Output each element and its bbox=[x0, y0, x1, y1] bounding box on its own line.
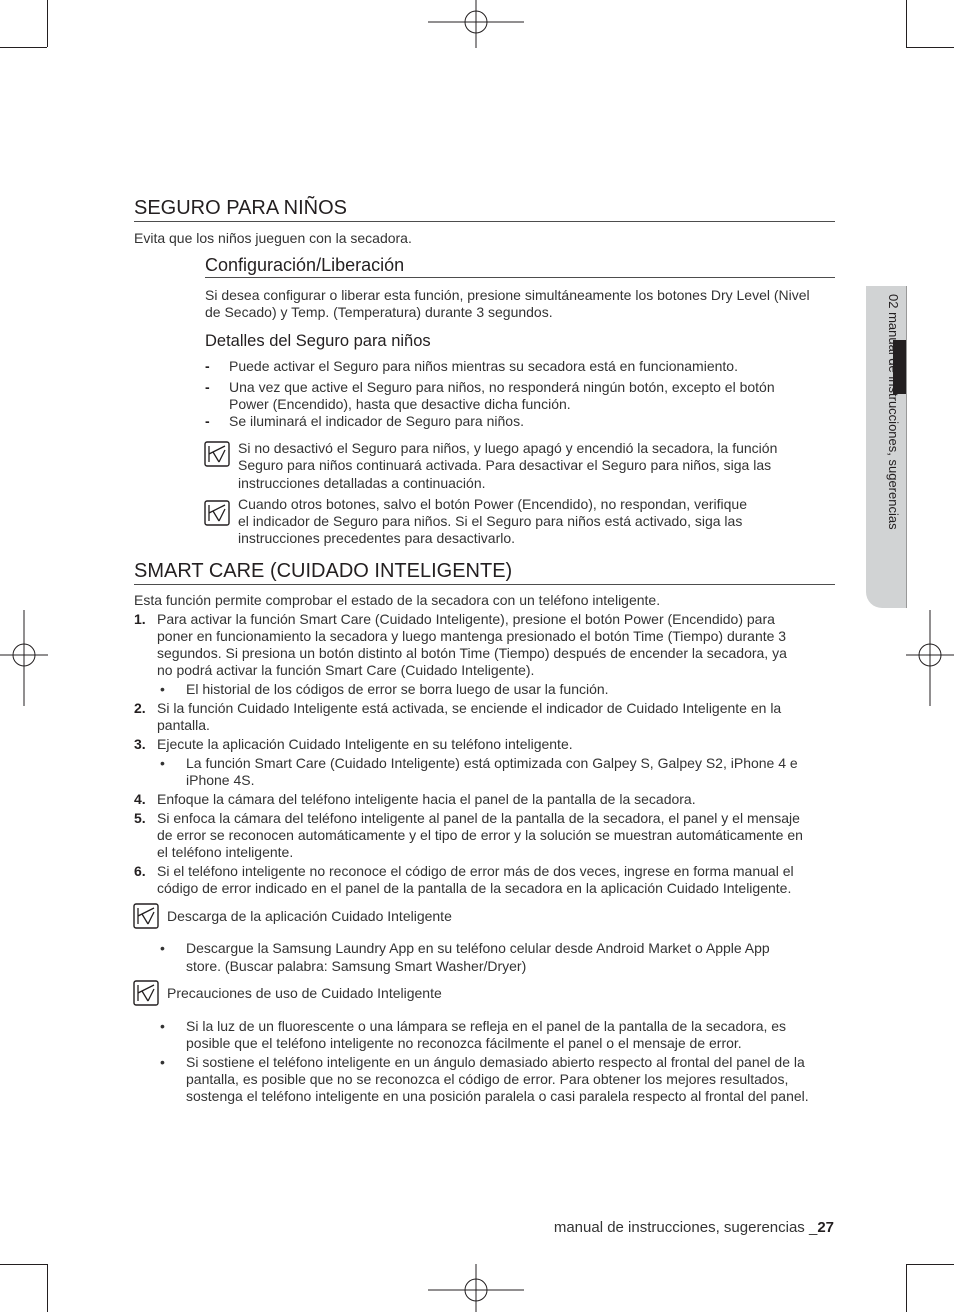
list-item-line: sostenga el teléfono inteligente en una posición paralela o casi paralela respecto al frontal del panel. bbox=[186, 1088, 809, 1104]
dash-bullet: - bbox=[205, 379, 210, 395]
registration-mark-bottom bbox=[428, 1264, 524, 1312]
list-item-line: posible que el teléfono inteligente no reconozca fácilmente el panel o el mensaje de error. bbox=[186, 1035, 742, 1051]
section-intro: Esta función permite comprobar el estado de la secadora con un teléfono inteligente. bbox=[134, 592, 661, 608]
note-pencil-icon bbox=[204, 441, 230, 467]
page-footer bbox=[554, 1218, 834, 1238]
subsection-title-details: Detalles del Seguro para niños bbox=[205, 332, 431, 350]
dot-bullet: • bbox=[160, 681, 165, 697]
page-number: 27 bbox=[817, 1219, 834, 1236]
note-pencil-icon bbox=[133, 980, 159, 1006]
step-number: 5. bbox=[134, 810, 146, 826]
step-text-line: pantalla. bbox=[157, 717, 210, 733]
note-heading-precautions: Precauciones de uso de Cuidado Inteligente bbox=[167, 985, 442, 1001]
crop-mark bbox=[906, 1264, 954, 1265]
section-intro: Evita que los niños jueguen con la secadora. bbox=[134, 230, 412, 246]
dash-bullet: - bbox=[205, 413, 210, 429]
note-text-line: Si no desactivó el Seguro para niños, y luego apagó y encendió la secadora, la función bbox=[238, 440, 778, 456]
crop-mark bbox=[906, 47, 954, 48]
list-item-line: pantalla, es posible que no se reconozca el código de error. Para obtener los mejores resultados, bbox=[186, 1071, 789, 1087]
note-text-line: instrucciones precedentes para desactivarlo. bbox=[238, 530, 516, 546]
list-item-line: store. (Buscar palabra: Samsung Smart Washer/Dryer) bbox=[186, 958, 527, 974]
step-text-line: código de error indicado en el panel de la pantalla de la secadora en la aplicación Cuidado Inteligente. bbox=[157, 880, 792, 896]
note-text-line: el indicador de Seguro para niños. Si el Seguro para niños está activado, siga las bbox=[238, 513, 743, 529]
subsection-title-config: Configuración/Liberación bbox=[205, 254, 835, 278]
step-text-line: no podrá activar la función Smart Care (Cuidado Inteligente). bbox=[157, 662, 535, 678]
step-text-line: Si la función Cuidado Inteligente está activada, se enciende el indicador de Cuidado Inteligente en la bbox=[157, 700, 782, 716]
list-item-line: Si sostiene el teléfono inteligente en un ángulo demasiado abierto respecto al frontal del panel de la bbox=[186, 1054, 805, 1070]
note-text-line: Cuando otros botones, salvo el botón Power (Encendido), no respondan, verifique bbox=[238, 496, 747, 512]
note-pencil-icon bbox=[204, 500, 230, 526]
step-text-line: Para activar la función Smart Care (Cuidado Inteligente), presione el botón Power (Encendido) para bbox=[157, 611, 775, 627]
list-item: Una vez que active el Seguro para niños, no responderá ningún botón, excepto el botón bbox=[229, 379, 775, 395]
list-item: Power (Encendido), hasta que desactive dicha función. bbox=[229, 396, 571, 412]
list-item-line: Descargue la Samsung Laundry App en su teléfono celular desde Android Market o Apple App bbox=[186, 940, 770, 956]
step-text-line: de error se reconocen automáticamente y el tipo de error y la solución se muestran automáticamente en bbox=[157, 827, 803, 843]
step-text-line: Si el teléfono inteligente no reconoce el código de error más de dos veces, ingrese en forma manual el bbox=[157, 863, 794, 879]
dash-bullet: - bbox=[205, 358, 210, 374]
sub-item-line: El historial de los códigos de error se borra luego de usar la función. bbox=[186, 681, 609, 697]
list-item: Se iluminará el indicador de Seguro para niños. bbox=[229, 413, 524, 429]
registration-mark-left bbox=[0, 610, 48, 706]
dot-bullet: • bbox=[160, 755, 165, 771]
note-heading-download: Descarga de la aplicación Cuidado Inteligente bbox=[167, 908, 452, 924]
list-item-line: Si la luz de un fluorescente o una lámpara se refleja en el panel de la pantalla de la secadora, es bbox=[186, 1018, 787, 1034]
sub-item-line: iPhone 4S. bbox=[186, 772, 255, 788]
step-number: 6. bbox=[134, 863, 146, 879]
step-text-line: segundos. Si presiona un botón distinto al botón Time (Tiempo) después de encender la secadora, ya bbox=[157, 645, 787, 661]
step-number: 4. bbox=[134, 791, 146, 807]
note-text-line: Seguro para niños continuará activada. Para desactivar el Seguro para niños, siga las bbox=[238, 457, 772, 473]
step-number: 2. bbox=[134, 700, 146, 716]
step-text-line: Ejecute la aplicación Cuidado Inteligente en su teléfono inteligente. bbox=[157, 736, 573, 752]
note-pencil-icon bbox=[133, 903, 159, 929]
crop-mark bbox=[47, 1264, 48, 1312]
config-text-line: de Secado) y Temp. (Temperatura) durante 3 segundos. bbox=[205, 304, 553, 320]
crop-mark bbox=[906, 0, 907, 47]
side-tab-label: 02 manual de instrucciones, sugerencias bbox=[886, 294, 901, 530]
crop-mark bbox=[906, 1264, 907, 1312]
step-text-line: poner en funcionamiento la secadora y luego mantenga presionado el botón Time (Tiempo) durante 3 bbox=[157, 628, 787, 644]
registration-mark-right bbox=[906, 610, 954, 706]
section-title-child-lock: SEGURO PARA NIÑOS bbox=[134, 196, 835, 222]
step-text-line: el teléfono inteligente. bbox=[157, 844, 294, 860]
list-item: Puede activar el Seguro para niños mientras su secadora está en funcionamiento. bbox=[229, 358, 738, 374]
section-title-smart-care: SMART CARE (CUIDADO INTELIGENTE) bbox=[134, 559, 835, 585]
dot-bullet: • bbox=[160, 1054, 165, 1070]
crop-mark bbox=[47, 0, 48, 47]
step-number: 3. bbox=[134, 736, 146, 752]
footer-text: manual de instrucciones, sugerencias _ bbox=[553, 1219, 818, 1236]
registration-mark-top bbox=[428, 0, 524, 48]
sub-item-line: La función Smart Care (Cuidado Inteligente) está optimizada con Galpey S, Galpey S2, iPhone 4 e bbox=[186, 755, 798, 771]
step-number: 1. bbox=[134, 611, 146, 627]
step-text-line: Si enfoca la cámara del teléfono inteligente al panel de la pantalla de la secadora, el panel y el mensaje bbox=[157, 810, 800, 826]
note-text-line: instrucciones detalladas a continuación. bbox=[238, 475, 486, 491]
crop-mark bbox=[0, 47, 47, 48]
dot-bullet: • bbox=[160, 940, 165, 956]
config-text-line: Si desea configurar o liberar esta función, presione simultáneamente los botones Dry Level (Nivel bbox=[205, 287, 810, 303]
side-tab-edge bbox=[906, 286, 907, 608]
crop-mark bbox=[0, 1264, 47, 1265]
dot-bullet: • bbox=[160, 1018, 165, 1034]
step-text-line: Enfoque la cámara del teléfono inteligente hacia el panel de la pantalla de la secadora. bbox=[157, 791, 696, 807]
